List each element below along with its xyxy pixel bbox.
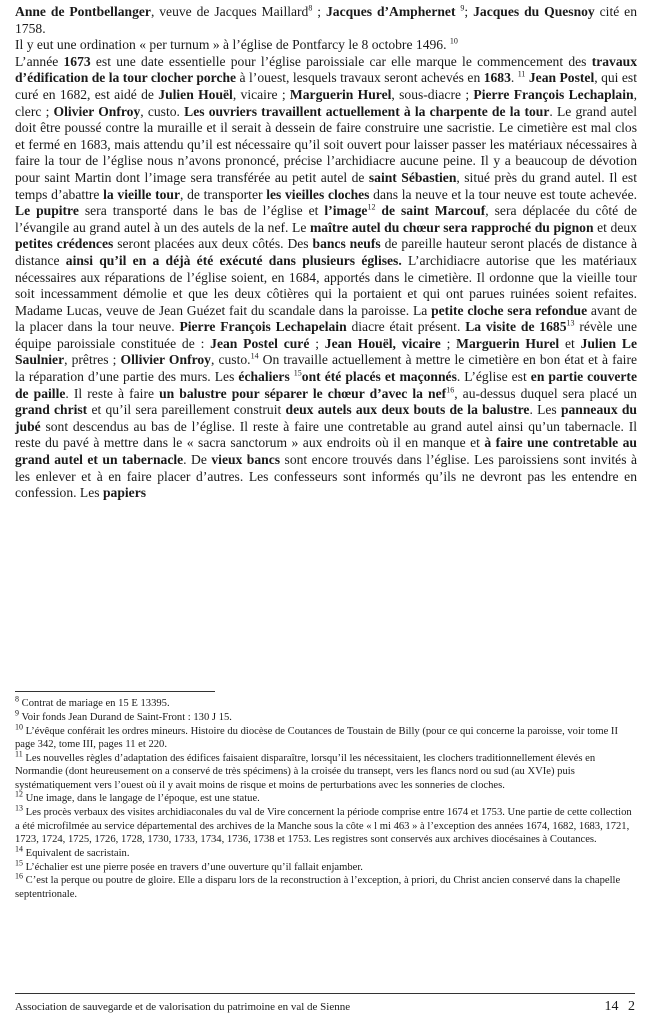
- bold-text: Marguerin Hurel: [456, 335, 560, 351]
- bold-text: Pierre François Lechapelain: [179, 319, 347, 335]
- bold-text: vieux bancs: [211, 452, 281, 468]
- text-run: , de transporter: [180, 186, 267, 202]
- bold-text: Ollivier Onfroy: [120, 352, 211, 368]
- footnote: [15, 749, 637, 792]
- bold-text: Julien Houël: [158, 86, 233, 102]
- bold-text: Julien Le Saulnier: [15, 335, 637, 368]
- text-run: ;: [312, 4, 326, 19]
- text-run: et: [559, 335, 581, 351]
- bold-text: Jean Postel curé: [210, 335, 310, 351]
- bold-text: bancs neufs: [312, 236, 381, 252]
- text-run: ;: [440, 335, 457, 351]
- bold-text: Anne de Pontbellanger: [15, 4, 151, 19]
- bold-text: Jacques d’Amphernet: [325, 4, 456, 19]
- bold-text: La visite de 1685: [465, 319, 567, 335]
- text-run: L’année: [15, 53, 64, 69]
- bold-text: échaliers: [238, 369, 290, 385]
- footnote: [15, 694, 637, 710]
- text-run: , sous-diacre ;: [391, 86, 474, 102]
- bold-text: un balustre pour séparer le chœur d’avec la nef: [159, 385, 447, 401]
- text-run: , qui est curé en 1682, est aidé de: [15, 70, 637, 102]
- footnote-ref: 13: [566, 318, 575, 328]
- bold-text: Jean Houël, vicaire: [324, 335, 441, 351]
- footnote: [15, 789, 637, 805]
- paragraph: [15, 54, 637, 502]
- bold-text: grand christ: [15, 402, 88, 418]
- bold-text: Marguerin Hurel: [289, 86, 392, 102]
- text-run: , custo.: [210, 352, 251, 368]
- footnote-text: L’échalier est une pierre posée en travers d’une ouverture qu’il fallait enjamber.: [23, 861, 363, 873]
- footnote-text: Voir fonds Jean Durand de Saint-Front : 130 J 15.: [19, 711, 232, 723]
- footnote-ref: 10: [449, 36, 458, 46]
- text-run: ;: [309, 335, 325, 351]
- text-run: sera transporté dans le bas de l’église et: [78, 203, 325, 219]
- bold-text: travaux d’édification de la tour clocher porche: [15, 53, 637, 86]
- bold-text: petite cloche sera refondue: [431, 302, 588, 318]
- text-run: est une date essentielle pour l’église paroissiale car elle marque le commencement des: [90, 53, 592, 69]
- footnotes: [15, 694, 637, 902]
- bold-text: petites crédences: [15, 236, 114, 252]
- bold-text: Olivier Onfroy: [53, 103, 141, 119]
- footnote: [15, 871, 637, 901]
- bold-text: panneaux du jubé: [15, 402, 637, 434]
- text-run: ;: [464, 4, 474, 19]
- footnote-number: 11: [15, 749, 23, 759]
- footnote-text: C’est la perque ou poutre de gloire. Elle a disparu lors de la reconstruction à l’exception, à priori, du Christ ancien conservé dans la chapelle septentrionale.: [15, 875, 621, 900]
- text-run: , vicaire ;: [232, 86, 290, 102]
- footnote: [15, 708, 637, 724]
- footnote-number: 12: [15, 789, 23, 799]
- text-run: dans la neuve et la tour neuve est toute achevée.: [369, 186, 637, 202]
- text-run: , prêtres ;: [64, 352, 121, 368]
- text-run: Il y eut une ordination « per turnum » à l’église de Pontfarcy le 8 octobre 1496.: [15, 37, 450, 53]
- footnote: [15, 722, 637, 752]
- page-number: 14 2: [604, 999, 635, 1014]
- footnote-text: Les procès verbaux des visites archidiaconales du val de Vire concernent la période comprise entre 1674 et 1753. Une partie de cette collection a été microfilmée au service départemental des archives de la Manche sous la côte « l mi 463 » à l’exception des années 1674, 1682, 1683, 1721, 1723, 1724, 1725, 1726, 1728, 1730, 1733, 1734, 1736, 1738 et 1753. Les registres sont conservés aux archives diocésaines à Coutances.: [15, 807, 632, 846]
- text-run: cité en 1758.: [15, 4, 638, 36]
- paragraph: [15, 4, 637, 37]
- footnote-separator: [15, 691, 215, 692]
- text-run: avant de la placer dans la tour neuve.: [15, 302, 637, 335]
- bold-text: maître autel du chœur sera rapproché du pignon: [309, 219, 594, 235]
- bold-text: Pierre François Lechaplain: [473, 86, 634, 102]
- bold-text: ont été placés et maçonnés: [301, 369, 457, 385]
- text-run: . Le grand autel doit être poussé contre la muraille et il serait à dessein de faire construire une sacristie. Le cimetière est mal clos et fermé en 1683, mais attendu qu’il est nécessaire qu’il soit ouvert pour laisser passer les matériaux nécessaires à faire la tour de l’église nous n’avons prononcé, précise l’archidiacre aucune peine. Il y a beaucoup de dévotion pour saint Martin dont l’image sera transférée au petit autel de: [15, 103, 637, 185]
- text-run: et qu’il sera pareillement construit: [87, 402, 286, 418]
- footnote-number: 9: [15, 708, 19, 718]
- text-run: sont encore trouvés dans l’église. Les paroissiens sont invités à les enlever et à en faire placer d’autres. Les confesseurs sont informés qu’ils ne devront pas les entendre en confession. Les: [15, 452, 637, 501]
- text-run: sont descendus au bas de l’église. Il reste à faire une contretable au grand autel ainsi qu’un tabernacle. Il reste du pavé à mettre dans le « sacra sanctorum » aux endroits où il en manque et: [15, 418, 637, 451]
- bold-text: la vieille tour: [103, 186, 181, 202]
- bold-text: l’image: [324, 203, 368, 219]
- footnote-ref: 12: [367, 202, 376, 212]
- footnote-number: 14: [15, 844, 23, 854]
- footnote-ref: 14: [250, 351, 259, 361]
- footnote-number: 16: [15, 871, 23, 881]
- bold-text: en partie couverte de paille: [15, 369, 637, 401]
- bold-text: Jean Postel: [528, 70, 595, 86]
- footnote-text: Equivalent de sacristain.: [23, 847, 130, 859]
- bold-text: 1683: [483, 70, 511, 86]
- text-run: . Les: [529, 402, 561, 418]
- text-run: révèle une équipe paroissiale constituée de :: [15, 319, 637, 351]
- footnote-number: 15: [15, 858, 23, 868]
- body-text: [15, 4, 637, 502]
- text-run: à l’ouest, lesquels travaux seront achevés en: [236, 70, 484, 86]
- bold-text: 1673: [63, 53, 91, 69]
- footnote-number: 13: [15, 803, 23, 813]
- text-run: . De: [183, 452, 212, 468]
- text-run: , situé près du grand autel. Il est temps d’abattre: [15, 169, 637, 202]
- footnote: [15, 844, 637, 860]
- footnote-number: 8: [15, 694, 19, 704]
- bold-text: Le pupitre: [15, 203, 79, 219]
- footnote-text: Une image, dans le langage de l’époque, est une statue.: [23, 793, 260, 805]
- bold-text: Les ouvriers travaillent actuellement à la charpente de la tour: [184, 103, 550, 119]
- page-footer: [15, 999, 635, 1015]
- footnote-ref: 16: [446, 385, 455, 395]
- text-run: , veuve de Jacques Maillard: [150, 4, 309, 19]
- text-run: , sera déplacée du côté de l’évangile au grand autel à un des autels de la nef. Le: [15, 203, 637, 235]
- footnote-ref: 8: [308, 3, 313, 13]
- text-run: , au-dessus duquel sera placé un: [454, 385, 637, 401]
- footnote-ref: 9: [460, 3, 465, 13]
- footnote: [15, 803, 637, 846]
- footnote-number: 10: [15, 722, 23, 732]
- bold-text: de saint Marcouf: [381, 203, 486, 219]
- footnote-text: Contrat de mariage en 15 E 13395.: [19, 698, 170, 709]
- footer-association: Association de sauvegarde et de valorisation du patrimoine en val de Sienne: [15, 1001, 351, 1013]
- text-run: seront placées aux deux côtés. Des: [113, 236, 313, 252]
- footnote: [15, 858, 637, 874]
- text-run: , custo.: [140, 103, 185, 119]
- text-run: de pareille hauteur seront placés de distance à distance: [15, 236, 637, 268]
- text-run: et deux: [593, 219, 637, 235]
- bold-text: papiers: [102, 485, 147, 501]
- footer-separator: [15, 993, 635, 994]
- bold-text: les vieilles cloches: [266, 186, 370, 202]
- text-run: diacre était présent.: [346, 319, 466, 335]
- footnote-ref: 11: [517, 69, 526, 79]
- text-run: , clerc ;: [15, 86, 637, 119]
- bold-text: ainsi qu’il en a déjà été exécuté dans plusieurs églises.: [65, 252, 402, 268]
- bold-text: Jacques du Quesnoy: [473, 4, 595, 19]
- footnote-text: L’évêque conférait les ordres mineurs. Histoire du diocèse de Coutances de Toustain de Billy (pour ce qui concerne la paroisse, voir tome II page 342, tome III, pages 11 et 220.: [15, 725, 618, 750]
- bold-text: à faire une contretable au grand autel et un tabernacle: [15, 435, 637, 468]
- text-run: .: [510, 70, 518, 86]
- text-run: On travaille actuellement à mettre le cimetière en bon état et à faire la réparation d’une partie des murs. Les: [15, 352, 638, 385]
- bold-text: deux autels aux deux bouts de la balustre: [285, 402, 530, 418]
- text-run: . Il reste à faire: [65, 385, 160, 401]
- footnote-ref: 15: [293, 368, 302, 378]
- text-run: . L’église est: [456, 369, 531, 385]
- text-run: L’archidiacre autorise que les matériaux nécessaires aux réparations de l’église soient, en 1684, apportés dans le cimetière. Il ordonne que la vieille tour soit incessamment démolie et que les deux côtières qui la portaient et qui ont parues ruinées soient refaites. Madame Lucas, veuve de Jean Guézet fait du scandale dans la paroisse. La: [15, 252, 637, 318]
- footnote-text: Les nouvelles règles d’adaptation des édifices faisaient disparaître, lorsqu’il les nécessitaient, les clochers traditionnellement élevés en Normandie (dont heureusement on a conservé de très spécimens) à la croisée du transept, vers les flancs nord ou sud (au XVIe) puis systématiquement vers l’ouest où il y avait moins de risque et moins de perturbations avec les sonneries de cloches.: [15, 752, 596, 791]
- paragraph: [15, 37, 637, 54]
- bold-text: saint Sébastien: [368, 169, 457, 185]
